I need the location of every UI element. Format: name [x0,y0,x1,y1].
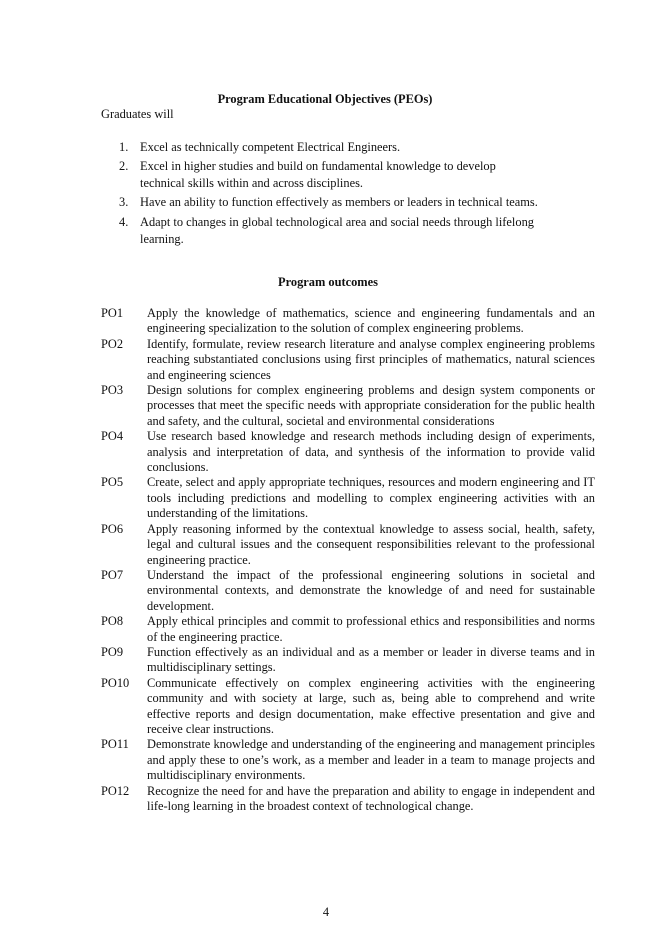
po-row [101,475,595,521]
po-list [101,306,595,814]
po-code: PO3 [101,383,124,398]
po-text: Apply the knowledge of mathematics, science and engineering fundamentals and an engineering specialization to the solution of complex engineering problems. [147,306,595,336]
po-text: Understand the impact of the professional engineering solutions in societal and environmental contexts, and demonstrate the knowledge of and need for sustainable development. [147,567,595,613]
peo-item-number: 2. [119,159,129,174]
po-row [101,337,595,383]
po-row [101,383,595,429]
po-row [101,645,595,676]
po-text: Use research based knowledge and research methods including design of experiments, analysis and interpretation of data, and synthesis of the information to provide valid conclusions. [147,429,595,475]
peo-item-number: 1. [119,140,129,154]
peo-item [119,158,539,192]
peo-item-text: Excel in higher studies and build on fundamental knowledge to develop technical skills within and across disciplines. [140,159,496,191]
page-number: 4 [322,905,330,919]
po-text: Apply ethical principles and commit to professional ethics and responsibilities and norms of the engineering practice. [147,614,595,644]
po-heading: Program outcomes [278,275,378,289]
po-code: PO4 [101,429,124,444]
po-text: Design solutions for complex engineering problems and design system components or processes that meet the specific needs with appropriate consideration for the public health and safety, and the cultural, societal and environmental considerations [147,383,595,428]
po-text: Function effectively as an individual and as a member or leader in diverse teams and in multidisciplinary settings. [147,644,595,675]
po-code: PO8 [101,614,124,629]
po-text: Identify, formulate, review research literature and analyse complex engineering problems reaching substantiated conclusions using first principles of mathematics, natural sciences and engineering sciences [147,336,595,382]
po-code: PO5 [101,475,124,490]
po-code: PO12 [101,783,130,798]
peo-item [119,214,539,248]
po-text: Create, select and apply appropriate techniques, resources and modern engineering and IT tools including predictions and modelling to complex engineering activities with an understanding of the limitations. [147,475,595,521]
po-code: PO2 [101,336,124,351]
peo-intro: Graduates will [101,107,174,121]
po-code: PO9 [101,644,124,659]
peo-item-text: Adapt to changes in global technological area and social needs through lifelong learning. [140,214,534,246]
peo-list [119,139,539,250]
peo-heading: Program Educational Objectives (PEOs) [217,92,433,106]
po-row [101,614,595,645]
po-row [101,568,595,614]
po-code: PO10 [101,675,130,690]
po-text: Demonstrate knowledge and understanding of the engineering and management principles and apply these to one’s work, as a member and leader in a team to manage projects and multidisciplinary environments. [147,737,595,783]
po-row [101,737,595,783]
po-text: Recognize the need for and have the preparation and ability to engage in independent and life-long learning in the broadest context of technological change. [147,783,595,813]
po-row [101,522,595,568]
po-row [101,676,595,738]
peo-item-number: 4. [119,214,129,229]
po-code: PO1 [101,306,124,320]
po-code: PO11 [101,737,129,752]
peo-item [119,139,539,156]
po-row [101,784,595,815]
po-text: Apply reasoning informed by the contextual knowledge to assess social, health, safety, legal and cultural issues and the consequent responsibilities relevant to the professional engineering practice. [147,521,595,567]
po-code: PO6 [101,521,124,536]
peo-item-text: Have an ability to function effectively as members or leaders in technical teams. [140,195,538,210]
peo-item-text: Excel as technically competent Electrical Engineers. [140,140,401,154]
po-code: PO7 [101,567,124,582]
po-text: Communicate effectively on complex engineering activities with the engineering community and with society at large, such as, being able to comprehend and write effective reports and design documentation, make effective presentation and give and receive clear instructions. [147,675,595,736]
po-row [101,306,595,337]
po-row [101,429,595,475]
peo-item [119,194,539,211]
peo-item-number: 3. [119,195,129,210]
